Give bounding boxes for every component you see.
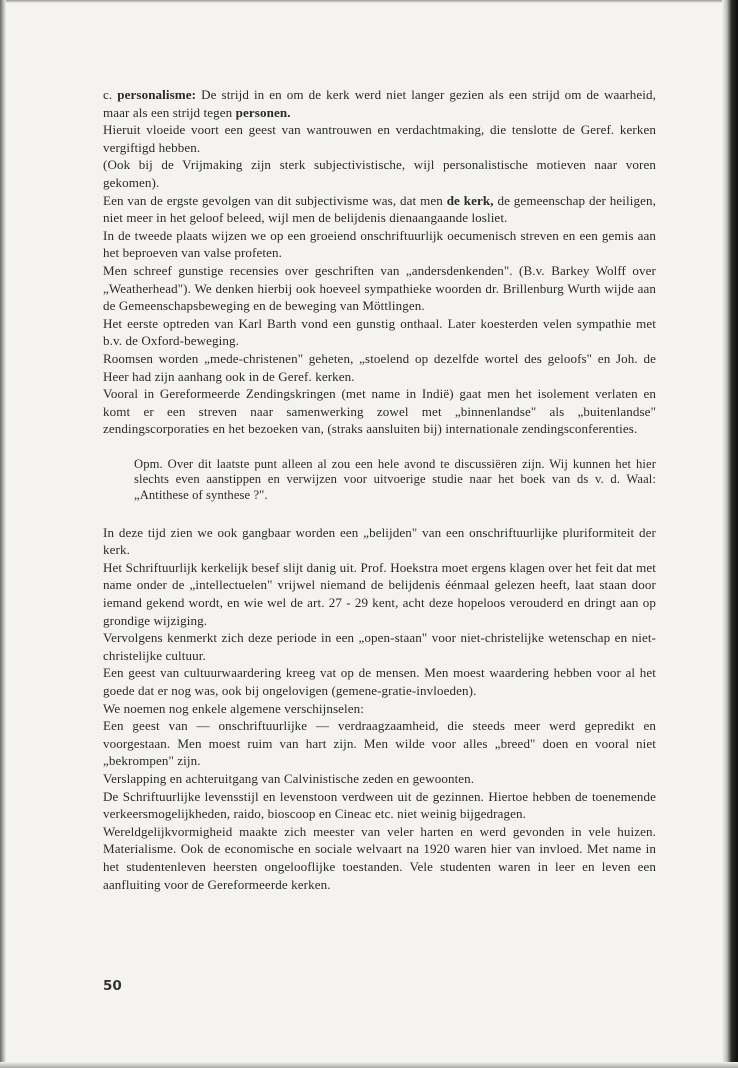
paragraph-personalisme [103, 86, 656, 121]
paragraph: De Schriftuurlijke levensstijl en levenstoon verdween uit de gezinnen. Hiertoe hebben de toenemende verkeersmogelijkheden, raido, bioscoop en Cineac etc. niet weinig bijgedragen. [103, 788, 656, 822]
paragraph: We noemen nog enkele algemene verschijnselen: [103, 700, 365, 716]
paragraph: Hieruit vloeide voort een geest van wantrouwen en verdachtmaking, die tenslotte de Geref. kerken vergiftigd hebben. [103, 122, 656, 155]
paragraph: Men schreef gunstige recensies over geschriften van „andersdenkenden". (B.v. Barkey Wolff over „Weatherhead"). We denken hierbij ook hoeveel sympathieke woorden dr. Brillenburg Wurth wijde aan de Gemeenschapsbeweging en de beweging van Möttlingen. [103, 262, 656, 314]
page-right-edge [722, 0, 738, 1068]
emphasis-personen: personen. [235, 104, 291, 120]
body-text [103, 86, 656, 893]
paragraph-text: De strijd in en om de kerk werd niet langer gezien als een strijd om de waarheid, maar als een strijd tegen [103, 87, 656, 120]
paragraph: In deze tijd zien we ook gangbaar worden een „belijden" van een onschriftuurlijke pluriformiteit der kerk. [103, 524, 656, 558]
paragraph-de-kerk [103, 192, 656, 227]
paragraph: Wereldgelijkvormigheid maakte zich meester van veler harten en werd gevonden in vele huizen. Materialisme. Ook de economische en sociale welvaart na 1920 waren hier van invloed. Met name in het studentenleven heersten ongelooflijke toestanden. Vele studenten waren in leer en leven een aanfluiting voor de Gereformeerde kerken. [103, 823, 656, 892]
page-left-edge [0, 0, 6, 1068]
paragraph: Vervolgens kenmerkt zich deze periode in een „open-staan" voor niet-christelijke wetenschap en niet-christelijke cultuur. [103, 630, 656, 663]
paragraph: Vooral in Gereformeerde Zendingskringen (met name in Indië) gaat men het isolement verlaten en komt er een streven naar samenwerking zowel met „binnenlandse" als „buitenlandse" zendingscorporaties en het bezoeken van, (straks aansluiten bij) internationale zendingsconferenties. [103, 386, 656, 437]
paragraph-text: de gemeenschap der heiligen, niet meer in het geloof beleed, wijl men de belijdenis dienaangaande losliet. [103, 192, 656, 226]
emphasis-de-kerk: de kerk, [446, 192, 494, 208]
paragraph: Het eerste optreden van Karl Barth vond een gunstig onthaal. Later koesterden velen sympathie met b.v. de Oxford-beweging. [103, 315, 656, 349]
paragraph: Het Schriftuurlijk kerkelijk besef slijt danig uit. Prof. Hoekstra moet ergens klagen over het feit dat met name onder de „intellectuelen" vrijwel niemand de belijdenis éénmaal gelezen heeft, laat staan door iemand gekend wordt, en wie wel de art. 27 - 29 kent, acht deze hopeloos verouderd en dringt aan op grondige wijziging. [103, 559, 656, 628]
page-top-edge [0, 0, 738, 3]
paragraph-text: Een van de ergste gevolgen van dit subjectivisme was, dat men [103, 192, 443, 208]
page-bottom-edge [0, 1062, 738, 1068]
paragraph: Een geest van cultuurwaardering kreeg vat op de mensen. Men moest waardering hebben voor al het goede dat er nog was, ook bij ongelovigen (gemene-gratie-invloeden). [103, 665, 656, 698]
page-number: 50 [103, 978, 122, 994]
term-personalisme: personalisme: [117, 87, 197, 102]
note-opm: Opm. Over dit laatste punt alleen al zou een hele avond te discussiëren zijn. Wij kunnen het hier slechts even aanstippen en verwijzen voor uitvoerige studie naar het boek van ds v. d. Waal: „Antithese of synthese ?". [134, 456, 656, 503]
paragraph: In de tweede plaats wijzen we op een groeiend onschriftuurlijk oecumenisch streven en een gemis aan het beproeven van valse profeten. [103, 227, 656, 261]
paragraph: Een geest van — onschriftuurlijke — verdraagzaamheid, die steeds meer werd gepredikt en voorgestaan. Men moest ruim van hart zijn. Men wilde voor alles „breed" doen en vooral niet „bekrompen" zijn. [103, 718, 656, 769]
list-marker: c. [103, 87, 113, 102]
paragraph: (Ook bij de Vrijmaking zijn sterk subjectivistische, wijl personalistische motieven naar voren gekomen). [103, 157, 656, 190]
paragraph: Verslapping en achteruitgang van Calvinistische zeden en gewoonten. [103, 770, 475, 786]
paragraph: Roomsen worden „mede-christenen" geheten, „stoelend op dezelfde wortel des geloofs" en Joh. de Heer had zijn aanhang ook in de Geref. kerken. [103, 350, 656, 384]
